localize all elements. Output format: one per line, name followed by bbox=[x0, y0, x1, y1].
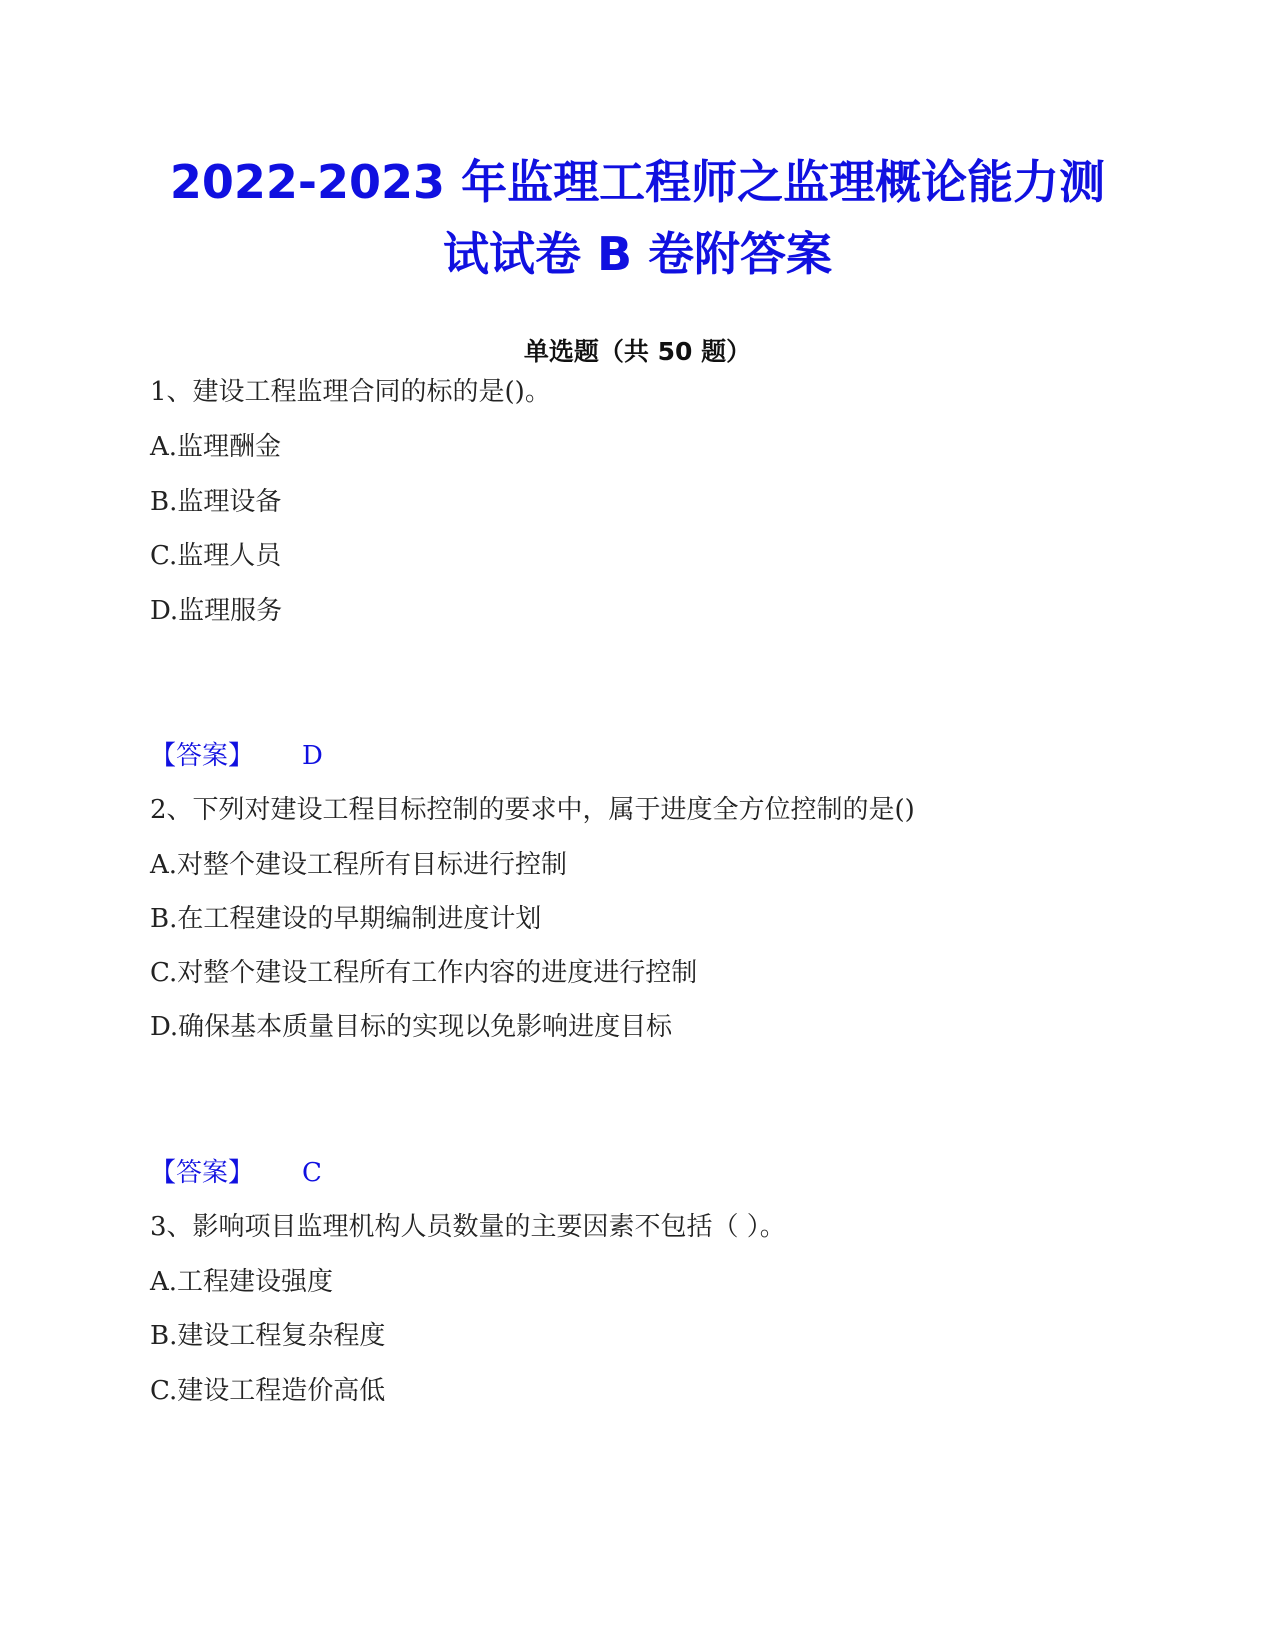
question-2-option-d: D.确保基本质量目标的实现以免影响进度目标 bbox=[150, 1012, 673, 1042]
question-1-option-c: C.监理人员 bbox=[150, 541, 282, 571]
answer-label: 【答案】 bbox=[150, 741, 255, 771]
question-1-option-b: B.监理设备 bbox=[150, 487, 282, 517]
question-3-option-a: A.工程建设强度 bbox=[150, 1267, 334, 1297]
question-2-option-c: C.对整个建设工程所有工作内容的进度进行控制 bbox=[150, 958, 698, 988]
answer-value: C bbox=[302, 1158, 322, 1188]
question-1-stem: 1、建设工程监理合同的标的是()。 bbox=[150, 377, 551, 407]
question-2-option-b: B.在工程建设的早期编制进度计划 bbox=[150, 904, 542, 934]
question-1-option-a: A.监理酬金 bbox=[150, 432, 282, 462]
question-1-option-d: D.监理服务 bbox=[150, 596, 283, 626]
question-1-answer bbox=[150, 738, 323, 774]
document-title-line-2: 试试卷 B 卷附答案 bbox=[442, 227, 833, 281]
document-title-line-1: 2022-2023 年监理工程师之监理概论能力测 bbox=[169, 155, 1106, 209]
question-2-option-a: A.对整个建设工程所有目标进行控制 bbox=[150, 850, 568, 880]
answer-value: D bbox=[302, 741, 323, 771]
question-3-stem: 3、影响项目监理机构人员数量的主要因素不包括（ ）。 bbox=[150, 1212, 786, 1242]
answer-label: 【答案】 bbox=[150, 1158, 255, 1188]
question-3-option-c: C.建设工程造价高低 bbox=[150, 1376, 386, 1406]
section-heading: 单选题（共 50 题） bbox=[523, 337, 752, 366]
question-3-option-b: B.建设工程复杂程度 bbox=[150, 1321, 386, 1351]
question-2-answer bbox=[150, 1155, 322, 1191]
question-2-stem: 2、下列对建设工程目标控制的要求中，属于进度全方位控制的是() bbox=[150, 795, 915, 825]
